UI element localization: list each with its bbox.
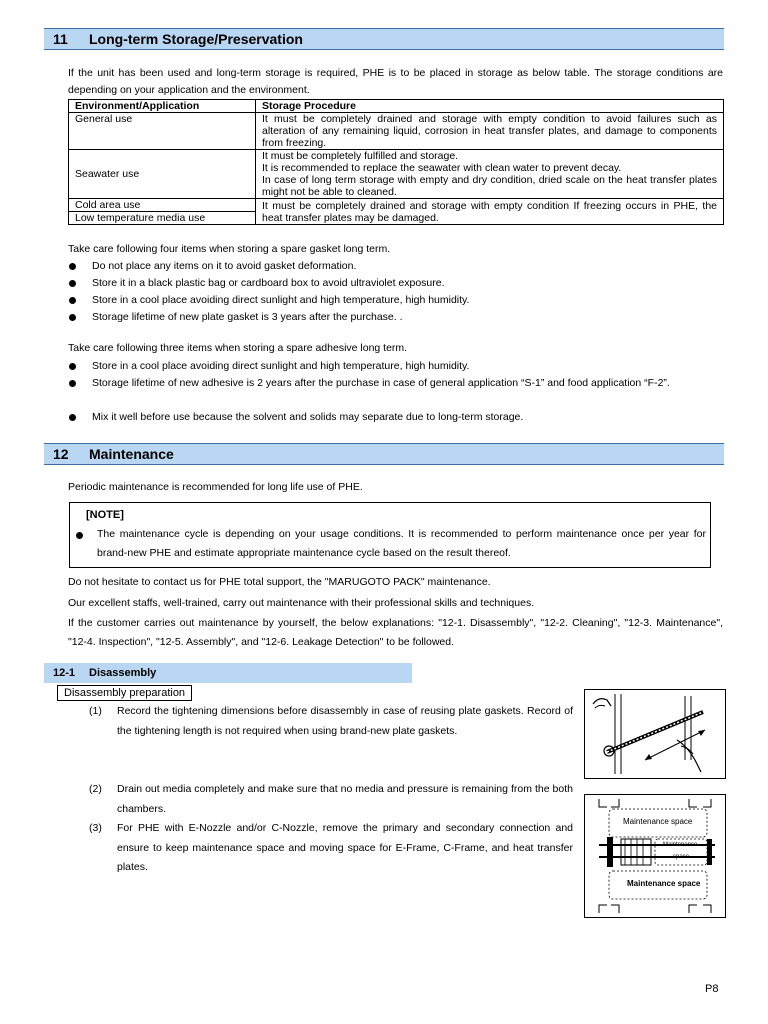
storage-table [68,99,724,225]
maintenance-para-1: Do not hesitate to contact us for PHE total support, the "MARUGOTO PACK" maintenance. [68,576,491,588]
bullet-icon [69,263,76,270]
section-11-header [44,28,724,50]
table-cell-env: Seawater use [69,150,256,199]
maintenance-space-diagram [585,795,725,917]
fig-mid-label-2: space [673,854,690,860]
maintenance-intro: Periodic maintenance is recommended for long life use of PHE. [68,481,363,493]
table-row [69,113,724,150]
table-cell-env [69,199,256,225]
storage-intro: If the unit has been used and long-term storage is required, PHE is to be placed in storage as below table. The storage conditions are depending on your application and the environment. [68,67,723,96]
adhesive-intro: Take care following three items when storing a spare adhesive long term. [68,342,408,354]
maintenance-para-3: If the customer carries out maintenance by yourself, the below explanations: "12-1. Disassembly", "12-2. Cleaning", "12-3. Maintenance", "12-4. Inspection", "12-5. Assembly", and "12-6. Leakage Detection" to be followed. [68,617,723,648]
note-label: [NOTE] [86,509,124,521]
table-cell-proc: It must be completely drained and storage with empty condition If freezing occurs in PHE, the heat transfer plates may be damaged. [256,199,724,225]
table-cell-proc: It must be completely drained and storage with empty condition to avoid failures such as alteration of any remaining liquid, corrosion in heat transfer plates, and damage to components from freezing. [256,113,724,150]
list-item: Storage lifetime of new plate gasket is 3 years after the purchase. . [68,309,723,326]
fig-mid-label-1: Maintenance [663,842,698,848]
fig-top-label: Maintenance space [623,817,693,826]
step-item: (2) Drain out media completely and make sure that no media and pressure is remaining from the both chambers. [89,783,573,815]
note-text: The maintenance cycle is depending on your usage conditions. It is recommended to perform maintenance once per year for brand-new PHE and estimate appropriate maintenance cycle based on the result thereof. [97,528,706,559]
table-header-proc: Storage Procedure [256,100,724,113]
section-12-header [44,443,724,465]
tightening-dimension-figure [584,689,726,779]
table-header-env: Environment/Application [69,100,256,113]
proc-line: In case of long term storage with empty and dry condition, dried scale on the heat transfer plates might not be able to cleaned. [262,174,717,198]
bullet-icon [69,280,76,287]
bullet-icon [69,380,76,387]
fig-bottom-label: Maintenance space [627,879,701,888]
env-low-temp: Low temperature media use [75,212,206,224]
step-item: (1) Record the tightening dimensions before disassembly in case of reusing plate gaskets. Record of the tightening length is not required when using brand-new plate gaskets. [89,705,573,737]
list-item: Store in a cool place avoiding direct sunlight and high temperature, high humidity. [68,292,723,309]
section-title: Long-term Storage/Preservation [89,31,303,47]
bullet-icon [69,363,76,370]
table-cell-proc [256,150,724,199]
env-cold-area: Cold area use [69,199,255,212]
section-title: Maintenance [89,446,174,462]
bullet-icon [76,532,83,539]
subsection-title: Disassembly [89,667,157,679]
table-row [69,150,724,199]
page-number: P8 [705,983,719,995]
table-cell-env: General use [69,113,256,150]
proc-line: It is recommended to replace the seawater with clean water to prevent decay. [262,162,622,174]
gasket-intro: Take care following four items when storing a spare gasket long term. [68,243,391,255]
maintenance-para-2: Our excellent staffs, well-trained, carry out maintenance with their professional skills and techniques. [68,597,535,609]
bullet-icon [69,414,76,421]
section-number: 11 [53,31,68,47]
section-number: 12 [53,446,69,462]
subsection-number: 12-1 [53,667,76,679]
table-row [69,199,724,225]
tightening-illustration [585,690,725,778]
list-item: Do not place any items on it to avoid gasket deformation. [68,258,723,275]
list-item: Store in a cool place avoiding direct sunlight and high temperature, high humidity. [68,358,723,375]
list-item: Mix it well before use because the solvent and solids may separate due to long-term storage. [68,409,723,426]
maintenance-space-figure [584,794,726,918]
bullet-icon [69,314,76,321]
disassembly-preparation-label: Disassembly preparation [57,685,192,701]
note-box [69,502,711,568]
step-item: (3) For PHE with E-Nozzle and/or C-Nozzle, remove the primary and secondary connection and ensure to keep maintenance space and moving space for E-Frame, C-Frame, and heat transfer plates. [89,822,573,873]
bullet-icon [69,297,76,304]
proc-line: It must be completely fulfilled and storage. [262,150,459,162]
list-item: Store it in a black plastic bag or cardboard box to avoid ultraviolet exposure. [68,275,723,292]
table-header-row [69,100,724,113]
subsection-12-1-header [44,663,412,683]
list-item: Storage lifetime of new adhesive is 2 years after the purchase in case of general application “S-1” and food application “F-2”. [68,375,723,392]
